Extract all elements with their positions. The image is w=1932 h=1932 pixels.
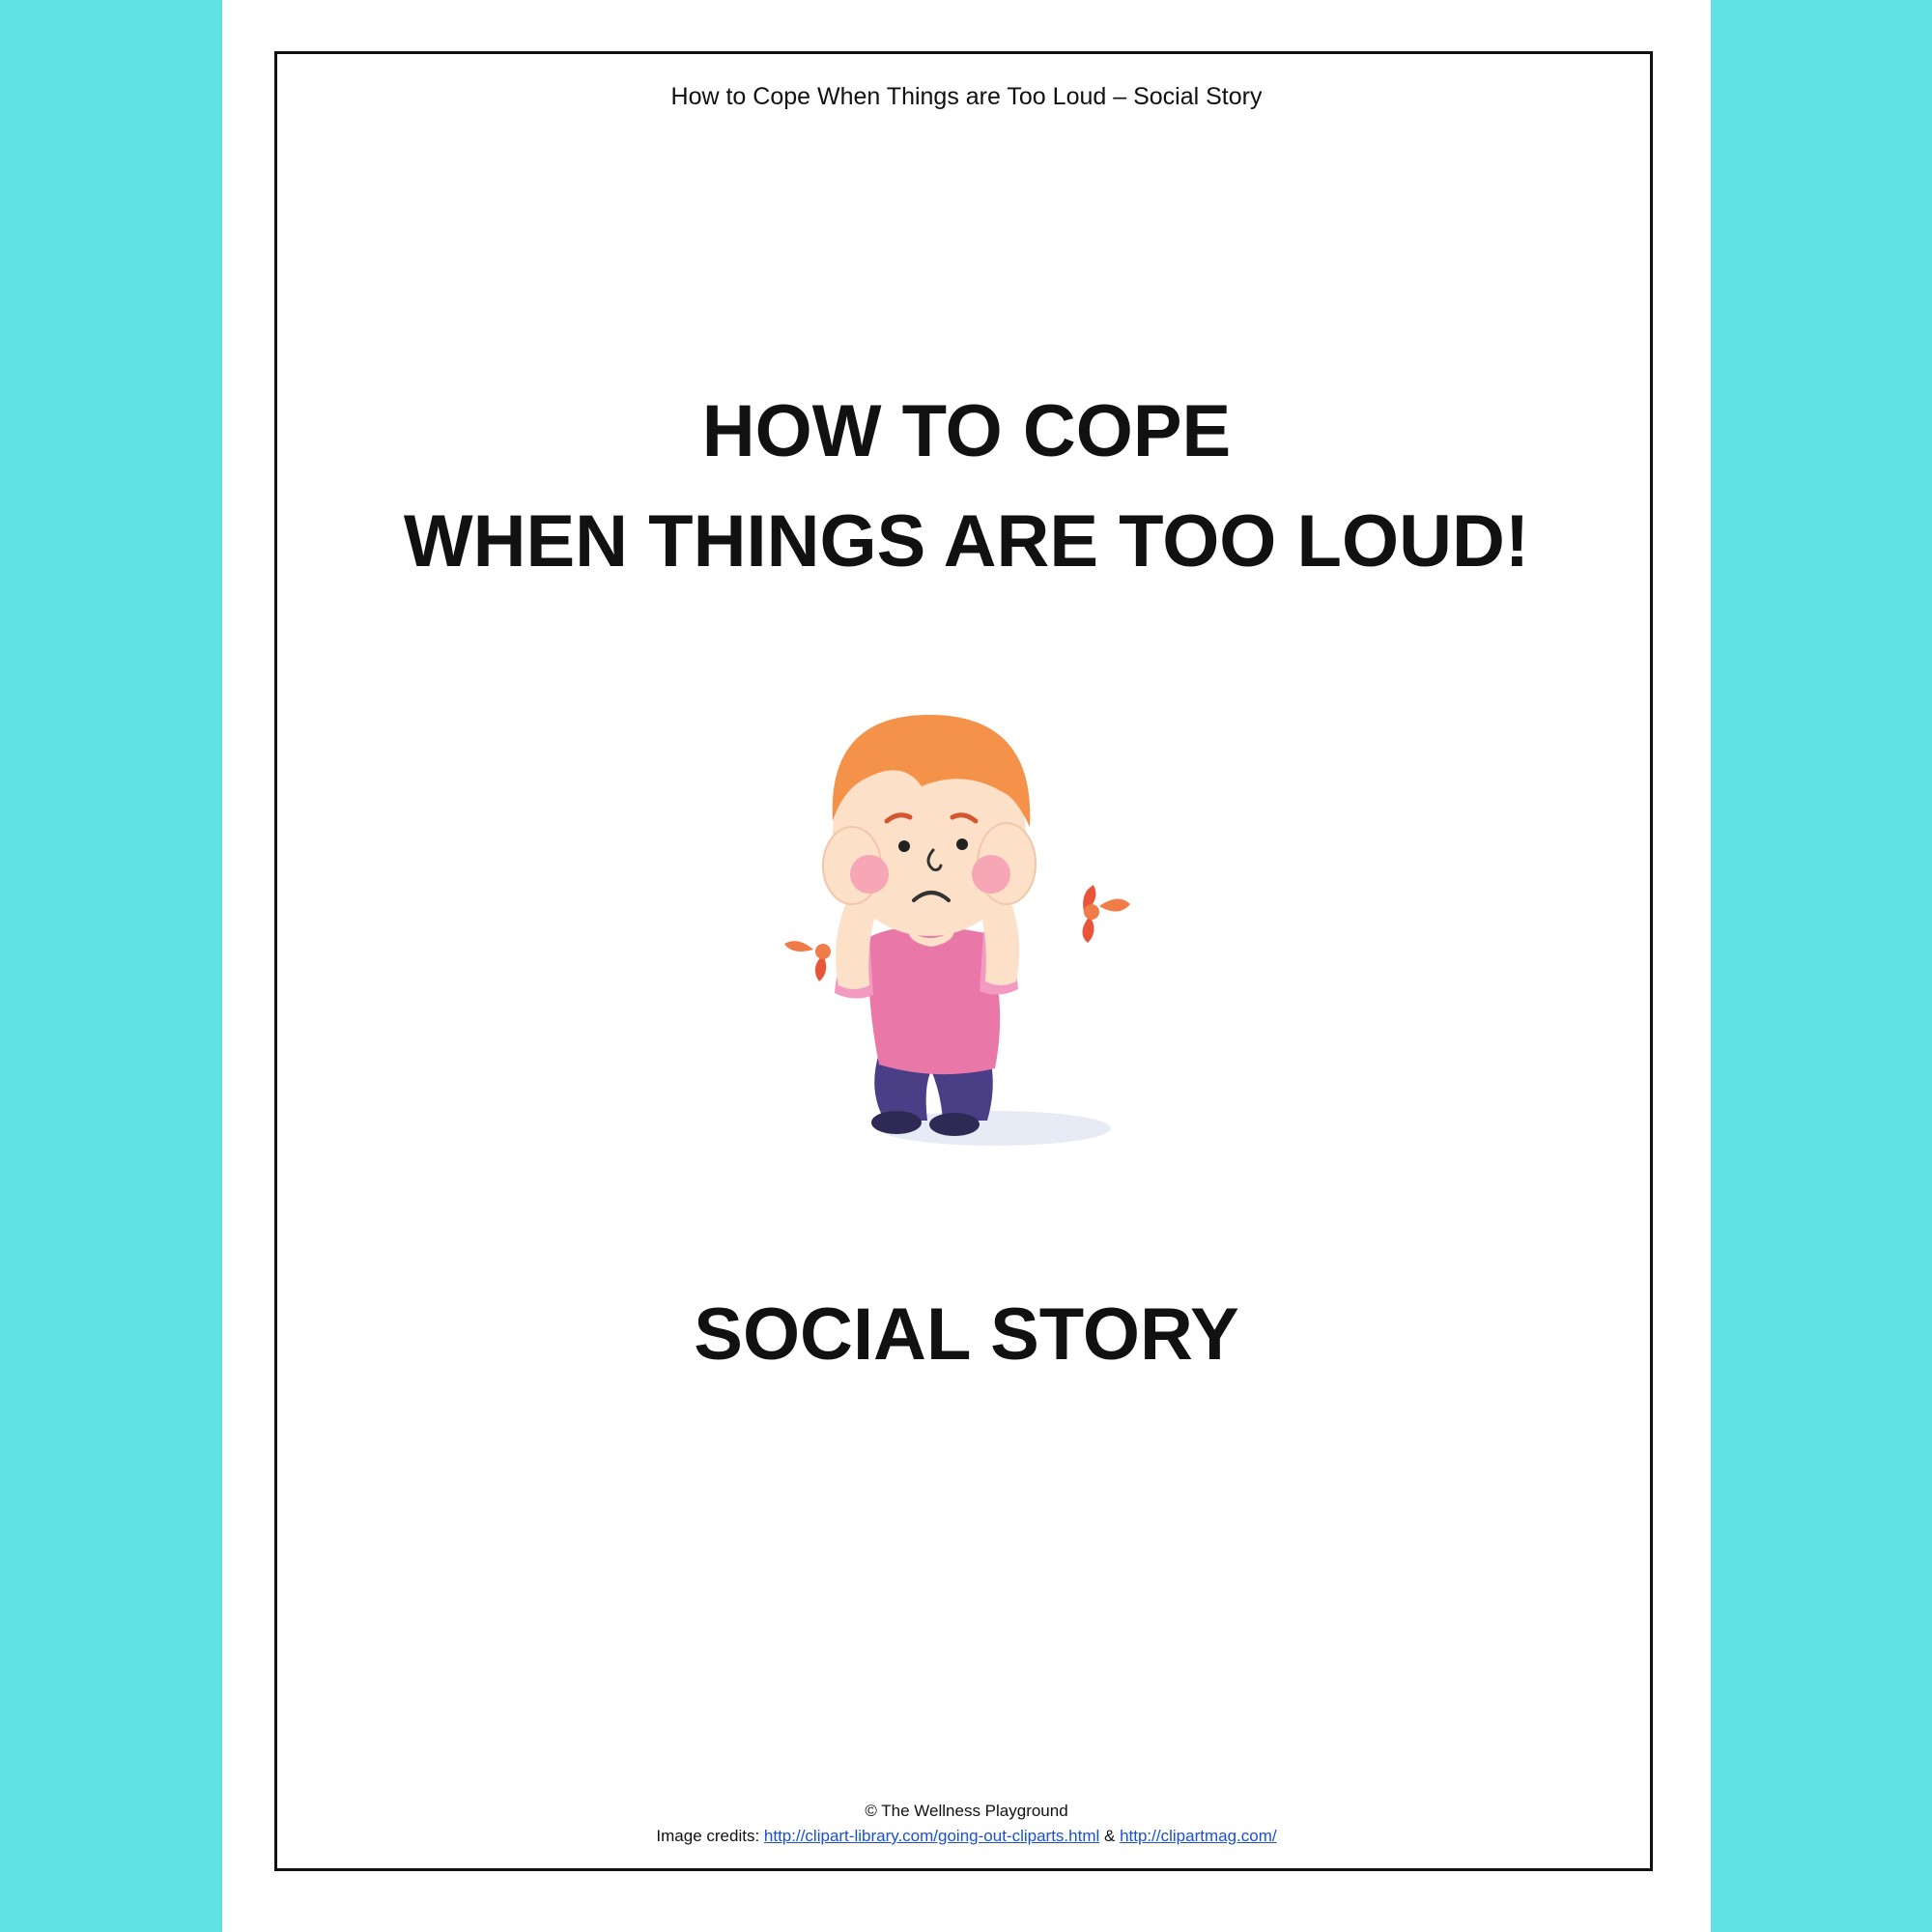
credits-label: Image credits: — [656, 1827, 760, 1845]
right-cheek — [972, 855, 1010, 894]
page-title — [222, 377, 1711, 597]
credits-separator: & — [1104, 1827, 1116, 1845]
shirt — [868, 926, 1000, 1074]
right-eye — [956, 838, 968, 850]
left-shoe — [871, 1111, 922, 1134]
right-shoe — [929, 1113, 980, 1136]
page-header: How to Cope When Things are Too Loud – Social Story — [670, 83, 1263, 110]
credit-link-clipartmag[interactable]: http://clipartmag.com/ — [1120, 1827, 1277, 1845]
title-line-2: WHEN THINGS ARE TOO LOUD! — [403, 500, 1530, 582]
left-cheek — [850, 855, 889, 894]
page-footer — [222, 1799, 1711, 1849]
credit-link-clipart-library[interactable]: http://clipart-library.com/going-out-cliparts.html — [763, 1827, 1100, 1845]
title-line-1: HOW TO COPE — [701, 390, 1232, 472]
left-eye — [898, 840, 910, 852]
child-covering-ears-illustration — [763, 676, 1169, 1159]
copyright-text: © The Wellness Playground — [865, 1802, 1068, 1820]
page-subtitle: SOCIAL STORY — [694, 1293, 1239, 1376]
right-pigtail-bow — [1082, 885, 1130, 943]
left-pigtail-bow — [784, 941, 831, 981]
image-credits — [222, 1824, 1711, 1849]
